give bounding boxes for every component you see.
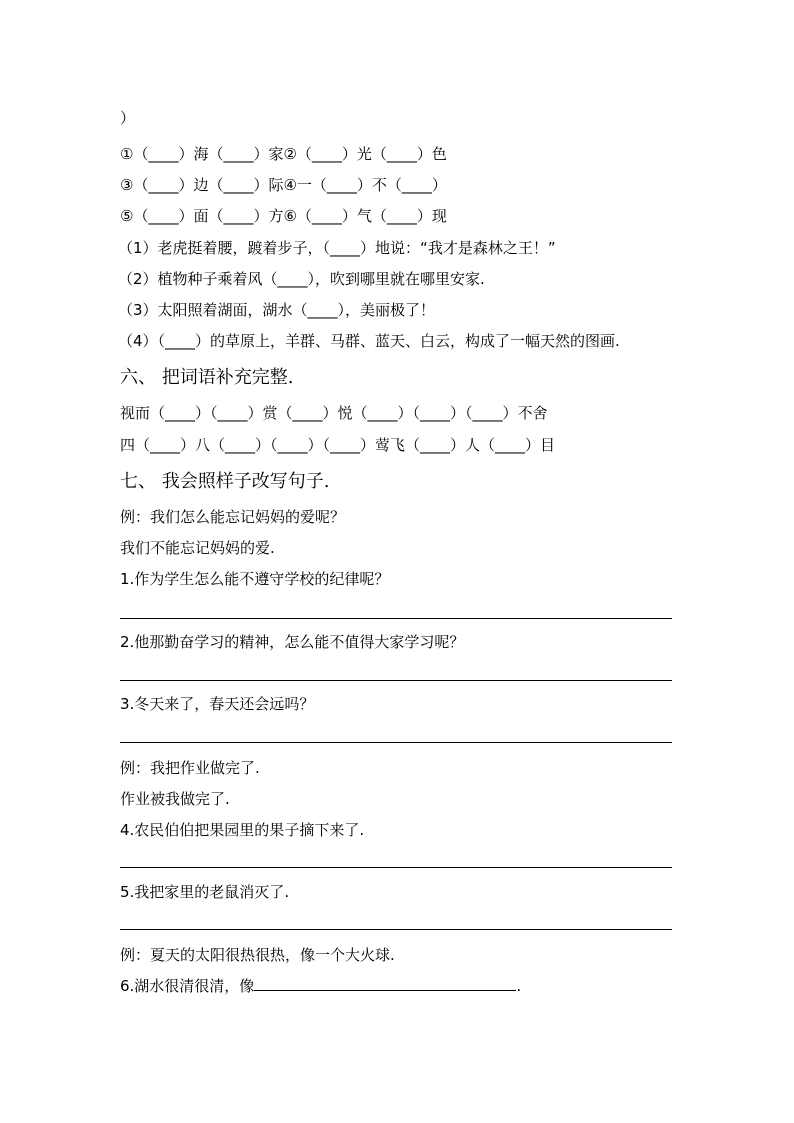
example-2-question: 例：我把作业做完了. — [120, 759, 260, 777]
answer-line-2[interactable] — [120, 680, 672, 681]
word-group-1: ①（____）海（____）家②（____）光（____）色 — [120, 145, 447, 163]
word-group-3: ⑤（____）面（____）方⑥（____）气（____）现 — [120, 207, 447, 225]
example-2-answer: 作业被我做完了. — [120, 790, 230, 808]
word-group-2: ③（____）边（____）际④一（____）不（____） — [120, 176, 447, 194]
fill-sentence-3: （3）太阳照着湖面，湖水（____），美丽极了！ — [118, 301, 436, 319]
example-1-answer: 我们不能忘记妈妈的爱. — [120, 539, 275, 557]
fill-sentence-2: （2）植物种子乘着风（____），吹到哪里就在哪里安家. — [118, 270, 485, 288]
fill-sentence-4: （4）（____）的草原上，羊群、马群、蓝天、白云，构成了一幅天然的图画. — [118, 332, 620, 350]
question-6-suffix: . — [516, 977, 522, 995]
example-1-question: 例：我们怎么能忘记妈妈的爱呢？ — [120, 508, 346, 526]
question-6-prefix: 6.湖水很清很清，像 — [120, 977, 255, 995]
question-1: 1.作为学生怎么能不遵守学校的纪律呢？ — [120, 570, 390, 588]
close-paren: ） — [120, 109, 136, 127]
idiom-row-1: 视而（____）（____）赏（____）悦（____）（____）（____）不舍 — [120, 404, 548, 422]
question-4: 4.农民伯伯把果园里的果子摘下来了. — [120, 821, 365, 839]
idiom-row-2: 四（____）八（____）（____）（____）莺飞（____）人（____）目 — [120, 436, 556, 454]
section-7-title: 七、 我会照样子改写句子. — [120, 471, 330, 492]
answer-line-1[interactable] — [120, 618, 672, 619]
answer-line-3[interactable] — [120, 742, 672, 743]
answer-line-5[interactable] — [120, 929, 672, 930]
question-3: 3.冬天来了，春天还会远吗？ — [120, 695, 315, 713]
question-5: 5.我把家里的老鼠消灭了. — [120, 883, 290, 901]
fill-sentence-1: （1）老虎挺着腰，踱着步子，（____）地说：“我才是森林之王！” — [118, 239, 556, 257]
example-3: 例：夏天的太阳很热很热，像一个大火球. — [120, 946, 395, 964]
question-6 — [120, 976, 521, 996]
section-6-title: 六、 把词语补充完整. — [120, 367, 294, 388]
answer-line-4[interactable] — [120, 867, 672, 868]
question-2: 2.他那勤奋学习的精神，怎么能不值得大家学习呢？ — [120, 633, 465, 651]
answer-blank-6[interactable] — [254, 976, 516, 991]
